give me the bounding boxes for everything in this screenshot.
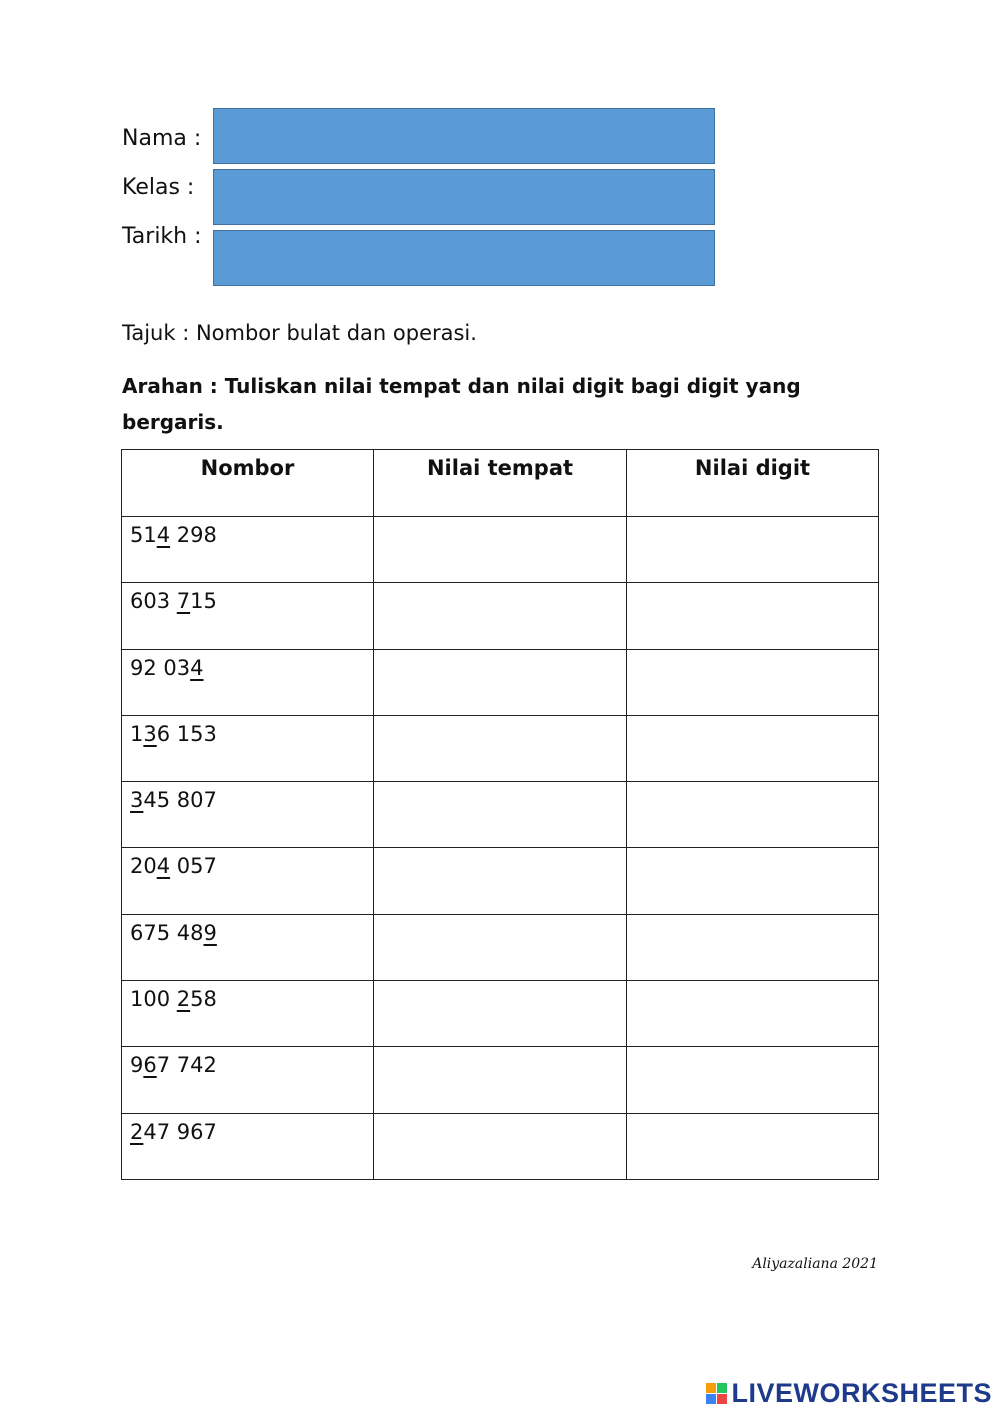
table-row: [122, 782, 879, 848]
nombor-suffix: 057: [170, 854, 217, 879]
instruction-text: Arahan : Tuliskan nilai tempat dan nilai digit bagi digit yang bergaris.: [122, 374, 801, 434]
tarikh-label: Tarikh :: [122, 224, 202, 249]
nombor-prefix: 675 48: [130, 920, 204, 945]
nombor-cell: [122, 914, 374, 980]
table-row: [122, 649, 879, 715]
nombor-cell: [122, 649, 374, 715]
underlined-digit: 9: [203, 920, 217, 945]
nilai-digit-answer[interactable]: [627, 649, 879, 715]
nilai-tempat-answer[interactable]: [374, 715, 627, 781]
nilai-tempat-answer[interactable]: [374, 848, 627, 914]
nombor-cell: [122, 1047, 374, 1113]
nombor-prefix: 20: [130, 854, 157, 879]
nilai-tempat-answer[interactable]: [374, 583, 627, 649]
table-row: [122, 517, 879, 583]
nombor-prefix: 92 03: [130, 655, 191, 680]
nilai-tempat-answer[interactable]: [374, 649, 627, 715]
tarikh-input[interactable]: [213, 230, 715, 286]
nombor-suffix: 7 742: [156, 1053, 217, 1078]
nombor-cell: [122, 1113, 374, 1179]
nombor-prefix: 1: [130, 721, 144, 746]
nombor-cell: [122, 848, 374, 914]
nombor-suffix: 15: [190, 589, 217, 614]
kelas-label: Kelas :: [122, 175, 195, 200]
nilai-digit-answer[interactable]: [627, 1113, 879, 1179]
table-row: [122, 914, 879, 980]
topic-title: Tajuk : Nombor bulat dan operasi.: [122, 321, 477, 345]
underlined-digit: 7: [176, 589, 191, 614]
nombor-cell: [122, 583, 374, 649]
table-row: [122, 715, 879, 781]
nilai-tempat-answer[interactable]: [374, 981, 627, 1047]
nombor-prefix: 51: [130, 523, 157, 547]
liveworksheets-logo-icon: [706, 1383, 727, 1404]
table-body: [122, 517, 879, 1180]
underlined-digit: 4: [190, 655, 204, 680]
nombor-suffix: 6 153: [156, 721, 217, 746]
nama-label: Nama :: [122, 126, 202, 151]
underlined-digit: 3: [143, 721, 157, 746]
table-row: [122, 1047, 879, 1113]
header-nilai-digit: Nilai digit: [627, 450, 879, 517]
table-row: [122, 981, 879, 1047]
nilai-tempat-answer[interactable]: [374, 782, 627, 848]
nombor-cell: [122, 782, 374, 848]
nilai-tempat-answer[interactable]: [374, 1113, 627, 1179]
nilai-digit-answer[interactable]: [627, 1047, 879, 1113]
worksheet-table: [121, 449, 879, 1180]
nama-input[interactable]: [213, 108, 715, 164]
nilai-tempat-answer[interactable]: [374, 914, 627, 980]
nilai-digit-answer[interactable]: [627, 981, 879, 1047]
table-row: [122, 583, 879, 649]
brand-text: LIVEWORKSHEETS: [731, 1378, 992, 1408]
underlined-digit: 4: [156, 854, 171, 879]
nilai-digit-answer[interactable]: [627, 715, 879, 781]
table-row: [122, 1113, 879, 1179]
nilai-tempat-answer[interactable]: [374, 1047, 627, 1113]
nilai-digit-answer[interactable]: [627, 848, 879, 914]
underlined-digit: 3: [130, 788, 144, 813]
underlined-digit: 2: [176, 987, 191, 1012]
nombor-cell: [122, 715, 374, 781]
nombor-prefix: 603: [130, 589, 177, 614]
underlined-digit: 4: [156, 523, 171, 547]
nombor-suffix: 298: [170, 523, 217, 547]
nilai-digit-answer[interactable]: [627, 517, 879, 583]
brand-mark: [706, 1378, 992, 1409]
nombor-suffix: 47 967: [143, 1119, 217, 1144]
nombor-cell: [122, 981, 374, 1047]
underlined-digit: 6: [143, 1053, 157, 1078]
author-signature: Aliyazaliana 2021: [752, 1256, 878, 1272]
nombor-cell: [122, 517, 374, 583]
nombor-suffix: 58: [190, 987, 217, 1012]
nilai-digit-answer[interactable]: [627, 583, 879, 649]
header-nombor: Nombor: [122, 450, 374, 517]
nilai-digit-answer[interactable]: [627, 914, 879, 980]
nilai-tempat-answer[interactable]: [374, 517, 627, 583]
nombor-prefix: 100: [130, 987, 177, 1012]
table-row: [122, 848, 879, 914]
kelas-input[interactable]: [213, 169, 715, 225]
table-header-row: [122, 450, 879, 517]
nombor-suffix: 45 807: [143, 788, 217, 813]
header-nilai-tempat: Nilai tempat: [374, 450, 627, 517]
nilai-digit-answer[interactable]: [627, 782, 879, 848]
underlined-digit: 2: [130, 1119, 144, 1144]
nombor-prefix: 9: [130, 1053, 144, 1078]
